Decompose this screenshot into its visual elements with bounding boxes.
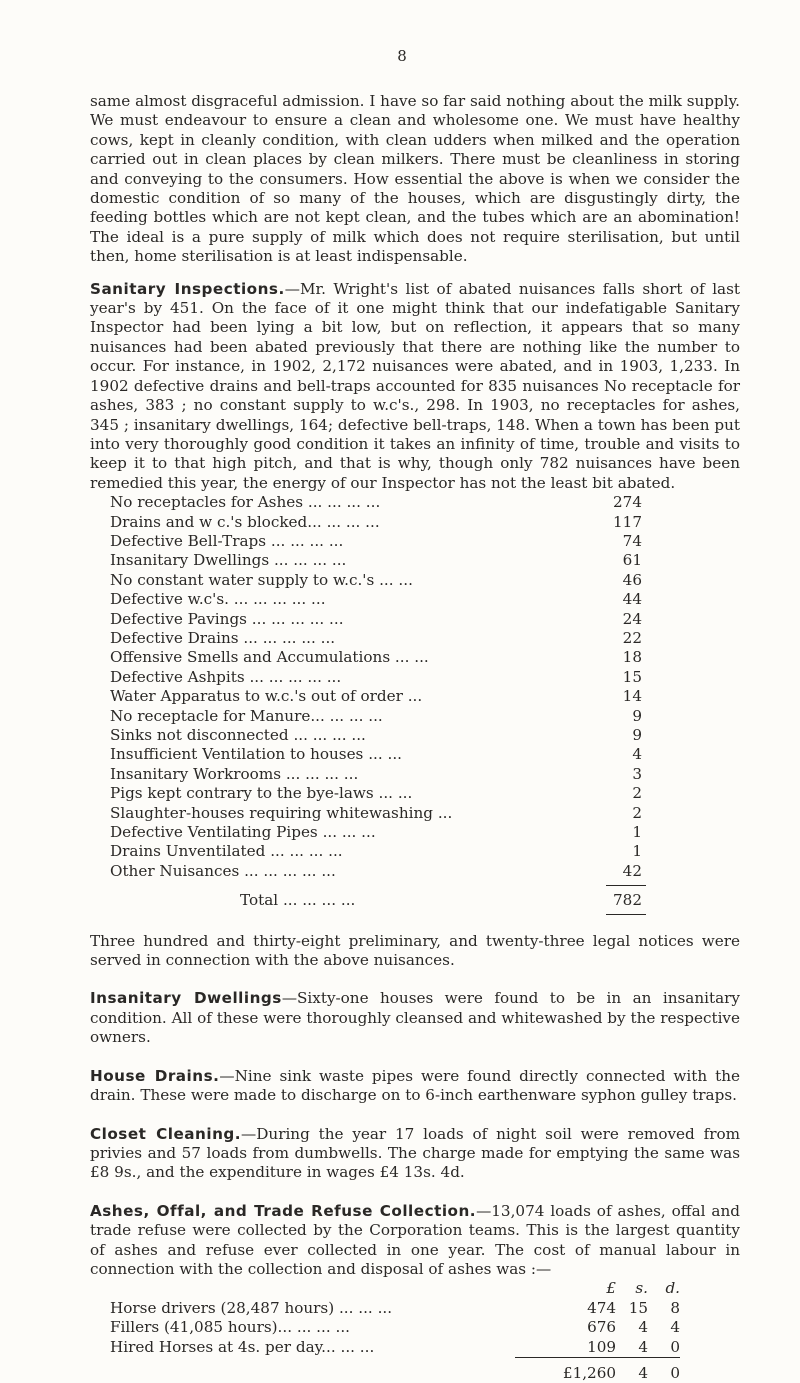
row-value: 9 xyxy=(632,706,642,725)
total-row xyxy=(110,889,650,910)
row-label: No constant water supply to w.c.'s xyxy=(110,570,375,589)
leader-dots: ... ... xyxy=(378,784,413,803)
row-value: 61 xyxy=(622,551,642,570)
total-shillings: 4 xyxy=(616,1357,648,1383)
house-drains-paragraph xyxy=(90,1067,740,1106)
cost-header-row xyxy=(110,1279,680,1298)
leader-dots: ... xyxy=(437,803,453,822)
milk-supply-paragraph: same almost disgraceful admission. I have so far said nothing about the milk supply. We must endeavour to ensure a clean and wholesome one. We must have healthy cows, kept in cleanly condition, with clean udders when milked and the operation carried out in clean places by clean milkers. There must be cleanliness in storing and conveying to the consumers. How essential the above is when we consider the domestic condition of so many of the houses, which are disgustingly dirty, the feeding bottles which are not kept clean, and the tubes which are an abomination! The ideal is a pure supply of milk which does not require sterilisation, but until then, home sterilisation is at least indispensable. xyxy=(90,92,740,266)
table-row xyxy=(110,629,650,648)
insanitary-dwellings-paragraph xyxy=(90,989,740,1047)
total-pounds: £1,260 xyxy=(515,1357,616,1383)
table-row xyxy=(110,648,650,667)
row-value: 1 xyxy=(632,842,642,861)
row-label: Fillers (41,085 hours)... xyxy=(110,1318,293,1337)
pence-header: d. xyxy=(665,1279,680,1298)
row-label: Horse drivers (28,487 hours) xyxy=(110,1298,335,1317)
row-label: Other Nuisances xyxy=(110,861,240,880)
table-row xyxy=(110,610,650,629)
row-label: Insanitary Workrooms xyxy=(110,764,282,783)
row-label: Drains Unventilated xyxy=(110,842,266,861)
row-pence: 4 xyxy=(670,1318,680,1337)
table-row xyxy=(110,765,650,784)
total-pence: 0 xyxy=(648,1357,680,1383)
row-label: No receptacle for Manure... xyxy=(110,706,325,725)
total-rule xyxy=(606,885,646,886)
row-value: 15 xyxy=(622,667,642,686)
row-value: 2 xyxy=(632,784,642,803)
table-row xyxy=(110,513,650,532)
section-heading-sanitary-inspections: Sanitary Inspections. xyxy=(90,279,285,298)
row-label: Slaughter-houses requiring whitewashing xyxy=(110,803,433,822)
leader-dots: ... ... ... xyxy=(329,706,383,725)
table-row xyxy=(110,1299,680,1318)
row-shillings: 4 xyxy=(638,1318,649,1337)
total-value: 782 xyxy=(613,891,642,910)
row-label: Defective Ventilating Pipes xyxy=(110,823,318,842)
row-label: Drains and w c.'s blocked... xyxy=(110,512,322,531)
labour-cost-table xyxy=(110,1279,680,1383)
row-value: 1 xyxy=(632,823,642,842)
leader-dots: ... ... ... ... xyxy=(262,628,336,647)
table-row xyxy=(110,784,650,803)
table-row xyxy=(110,687,650,706)
table-row xyxy=(110,1338,680,1358)
section-heading-house-drains: House Drains. xyxy=(90,1066,220,1085)
table-row xyxy=(110,551,650,570)
row-value: 2 xyxy=(632,803,642,822)
row-value: 42 xyxy=(622,861,642,880)
row-value: 4 xyxy=(632,745,642,764)
row-shillings: 15 xyxy=(628,1298,649,1317)
row-label: Insanitary Dwellings xyxy=(110,551,270,570)
row-value: 274 xyxy=(613,493,642,512)
leader-dots: ... ... ... xyxy=(327,493,381,512)
row-label: Defective Bell-Traps xyxy=(110,531,267,550)
table-row xyxy=(110,804,650,823)
row-label: No receptacles for Ashes ... xyxy=(110,493,323,512)
row-pounds: 109 xyxy=(587,1337,617,1356)
pounds-header: £ xyxy=(606,1279,617,1298)
row-label: Offensive Smells and Accumulations ... xyxy=(110,648,410,667)
row-pounds: 676 xyxy=(587,1318,617,1337)
leader-dots: ... xyxy=(414,648,429,667)
page-body xyxy=(90,92,740,1383)
row-value: 3 xyxy=(632,764,642,783)
table-row xyxy=(110,726,650,745)
leader-dots: ... ... xyxy=(368,745,402,764)
leader-dots: ... ... ... ... xyxy=(268,667,342,686)
row-pence: 8 xyxy=(670,1298,680,1317)
shillings-header: s. xyxy=(635,1279,649,1298)
leader-dots: ... ... ... xyxy=(326,512,380,531)
leader-dots: ... ... ... ... xyxy=(271,609,344,628)
row-value: 14 xyxy=(622,687,642,706)
insanitary-dwellings-text: —Sixty-one houses were found to be in an insanitary condition. All of these were thoroughly cleansed and whitewashed by the respective owners. xyxy=(90,989,740,1047)
table-row xyxy=(110,1318,680,1337)
table-row xyxy=(110,532,650,551)
leader-dots: ... ... ... ... ... xyxy=(244,861,336,880)
row-label: Defective w.c's. xyxy=(110,590,229,609)
table-row xyxy=(110,668,650,687)
legal-notices-paragraph: Three hundred and thirty-eight preliminary, and twenty-three legal notices were served in connection with the above nuisances. xyxy=(90,931,740,970)
row-value: 22 xyxy=(622,628,642,647)
table-row xyxy=(110,571,650,590)
leader-dots: ... ... ... ... xyxy=(282,891,356,910)
table-row xyxy=(110,707,650,726)
row-pounds: 474 xyxy=(587,1298,617,1317)
row-value: 44 xyxy=(622,590,642,609)
ashes-collection-paragraph xyxy=(90,1202,740,1280)
leader-dots: ... ... ... ... xyxy=(293,726,366,744)
row-value: 18 xyxy=(622,648,642,667)
row-label: Pigs kept contrary to the bye-laws xyxy=(110,784,374,803)
row-label: Defective Drains ... xyxy=(110,628,258,647)
nuisances-table xyxy=(110,493,650,919)
section-heading-closet-cleaning: Closet Cleaning. xyxy=(90,1124,242,1143)
sanitary-inspections-paragraph xyxy=(90,280,740,493)
leader-dots: ... ... ... ... xyxy=(270,531,344,550)
row-label: Defective Ashpits ... xyxy=(110,667,264,686)
leader-dots: ... ... ... ... xyxy=(270,842,343,861)
table-row xyxy=(110,745,650,764)
total-label: Total xyxy=(240,891,279,910)
leader-dots: ... ... ... xyxy=(338,1298,393,1317)
row-pence: 0 xyxy=(670,1337,680,1356)
row-shillings: 4 xyxy=(638,1337,649,1356)
leader-dots: ... ... ... ... xyxy=(285,764,359,783)
row-label: Defective Pavings ... xyxy=(110,609,267,628)
row-value: 9 xyxy=(632,726,642,744)
table-row xyxy=(110,493,650,512)
total-rule-row xyxy=(110,881,650,889)
closet-cleaning-paragraph xyxy=(90,1125,740,1183)
leader-dots: ... ... ... ... xyxy=(273,551,347,570)
total-underline-row xyxy=(110,911,650,919)
section-heading-insanitary-dwellings: Insanitary Dwellings xyxy=(90,989,282,1008)
row-label: Water Apparatus to w.c.'s out of order xyxy=(110,687,403,706)
section-heading-ashes-collection: Ashes, Offal, and Trade Refuse Collection. xyxy=(90,1201,477,1220)
leader-dots: ... ... ... ... ... xyxy=(233,590,326,609)
row-label: Hired Horses at 4s. per day... xyxy=(110,1337,336,1356)
sanitary-inspections-text: —Mr. Wright's list of abated nuisances falls short of last year's by 451. On the face of it one might think that our indefatigable Sanitary Inspector had been lying a bit low, but on reflection, it appears that so many nuisances had been abated previously that there are nothing like the number to occur. For instance, in 1902, 2,172 nuisances were abated, and in 1903, 1,233. In 1902 defective drains and bell-traps accounted for 835 nuisances No receptacle for ashes, 383 ; no constant supply to w.c's., 298. In 1903, no receptacles for ashes, 345 ; insanitary dwellings, 164; defective bell-traps, 148. When a town has been put into very thoroughly good condition it takes an infinity of time, trouble and visits to keep it to that high pitch, and that is why, though only 782 nuisances have been remedied this year, the energy of our Inspector has not the least bit abated. xyxy=(90,279,740,492)
cost-total-row xyxy=(110,1357,680,1383)
leader-dots: ... ... ... xyxy=(322,823,376,842)
row-value: 74 xyxy=(622,531,642,550)
table-row xyxy=(110,590,650,609)
leader-dots: ... xyxy=(407,687,423,706)
ashes-collection-text: —13,074 loads of ashes, offal and trade refuse were collected by the Corporation teams. This is the largest quantity of ashes and refuse ever collected in one year. The cost of manual labour in connection with the collection and disposal of ashes was :— xyxy=(90,1201,740,1278)
row-value: 117 xyxy=(613,512,642,531)
closet-cleaning-text: —During the year 17 loads of night soil were removed from privies and 57 loads from dumbwells. The charge made for emptying the same was £8 9s., and the expenditure in wages £4 13s. 4d. xyxy=(90,1124,741,1182)
page-number: 8 xyxy=(397,47,407,65)
row-value: 46 xyxy=(622,570,642,589)
total-underline xyxy=(606,914,646,915)
row-label: Insufficient Ventilation to houses xyxy=(110,745,364,764)
row-value: 24 xyxy=(622,609,642,628)
row-label: Sinks not disconnected xyxy=(110,726,289,744)
table-row xyxy=(110,842,650,861)
leader-dots: ... ... ... xyxy=(296,1318,350,1337)
table-row xyxy=(110,823,650,842)
table-row xyxy=(110,862,650,881)
leader-dots: ... ... xyxy=(340,1337,375,1356)
house-drains-text: —Nine sink waste pipes were found directly connected with the drain. These were made to discharge on to 6-inch earthenware syphon gulley traps. xyxy=(90,1066,740,1105)
leader-dots: ... ... xyxy=(379,570,413,589)
